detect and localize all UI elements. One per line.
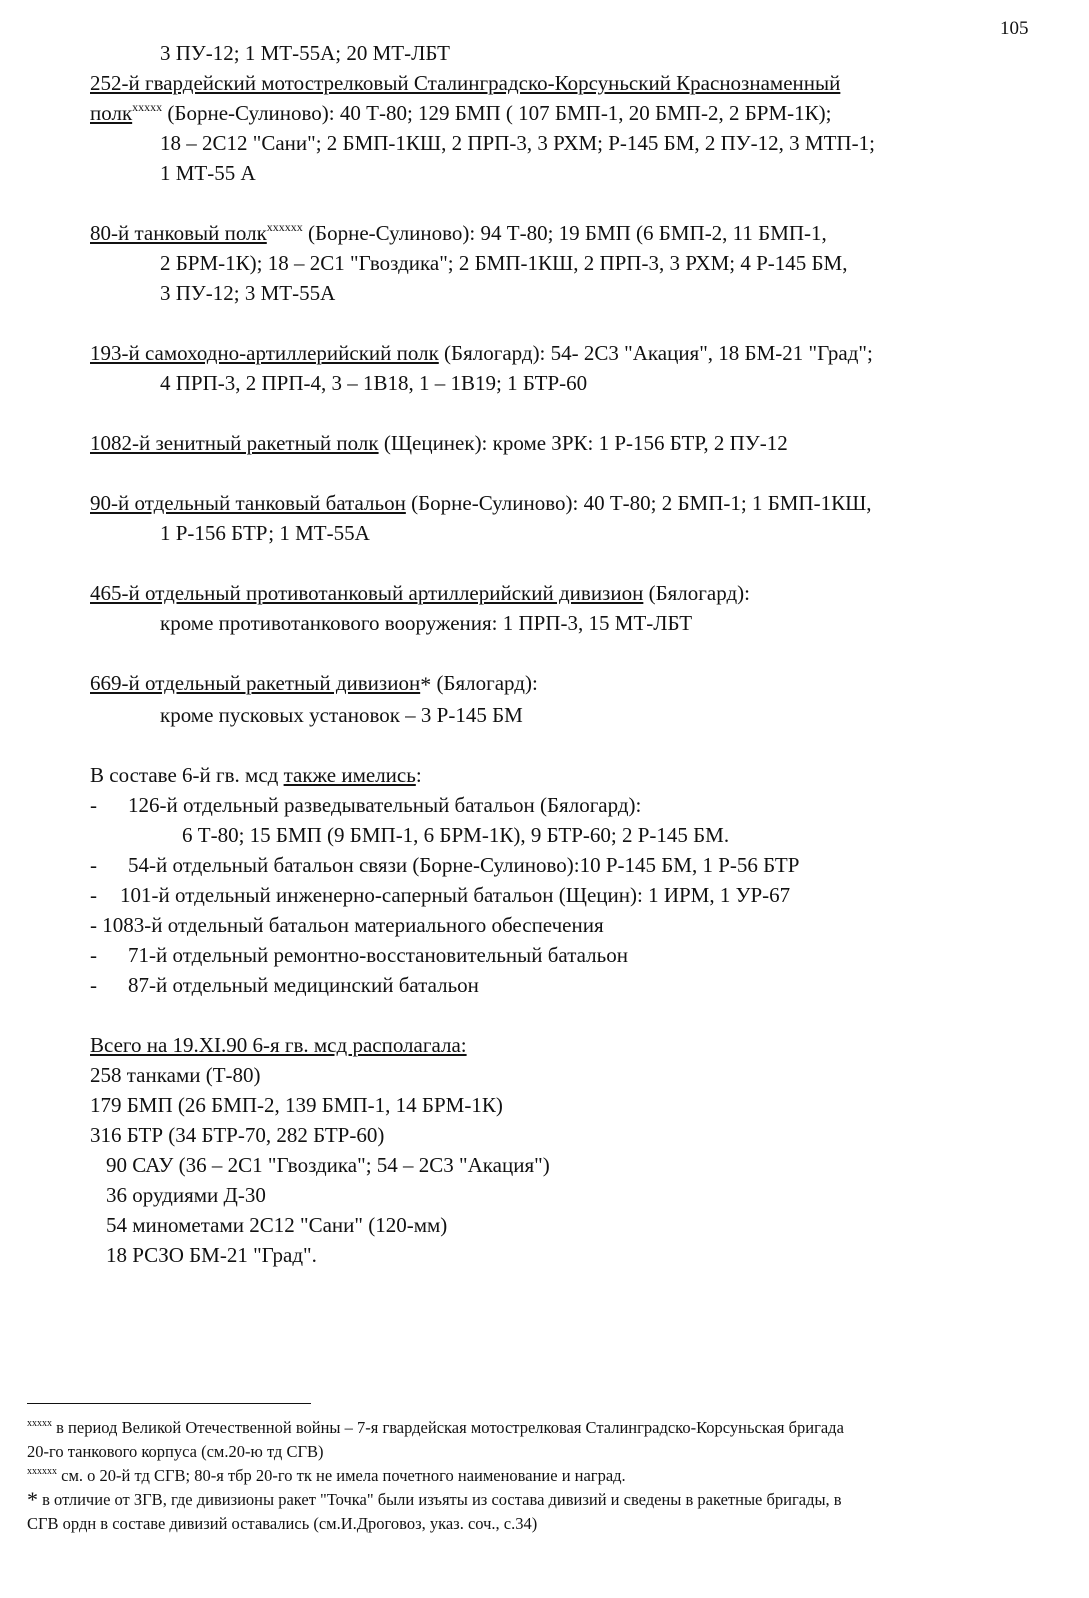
- spacer: [90, 458, 1050, 488]
- unit-entry-193-artillery-regiment: [90, 338, 1050, 398]
- footnote-continuation: СГВ ордн в составе дивизий оставались (см.И.Дроговоз, указ. соч., с.34): [27, 1514, 538, 1533]
- unit-title: 193-й самоходно-артиллерийский полк: [90, 341, 439, 365]
- spacer: [90, 730, 1050, 760]
- unit-details: (Бялогард): 54- 2С3 "Акация", 18 БМ-21 "Град";: [438, 341, 873, 365]
- list-item: [90, 940, 1050, 970]
- section-intro-colon: :: [415, 763, 422, 787]
- unit-title: 252-й гвардейский мотострелковый Сталинградско-Корсуньский Краснознаменный: [90, 71, 841, 95]
- unit-details-line: 1 МТ-55 А: [160, 161, 256, 185]
- footnote-mark: xxxxxx: [27, 1466, 57, 1477]
- dash-marker: -: [90, 973, 97, 997]
- list-item-text: 71-й отдельный ремонтно-восстановительный батальон: [128, 943, 628, 967]
- unit-entry-90-tank-battalion: [90, 488, 1050, 548]
- footnote: [27, 1416, 1067, 1440]
- totals-section: [90, 1030, 1050, 1270]
- totals-line: 258 танками (Т-80): [90, 1063, 261, 1087]
- unit-title: 1082-й зенитный ракетный полк: [90, 431, 379, 455]
- footnote-ref: xxxxxx: [266, 220, 303, 234]
- unit-title: 465-й отдельный противотанковый артиллерийский дивизион: [90, 581, 644, 605]
- page-number: 105: [1000, 18, 1029, 39]
- unit-details-line: 18 – 2С12 "Сани"; 2 БМП-1КШ, 2 ПРП-3, 3 РХМ; Р-145 БМ, 2 ПУ-12, 3 МТП-1;: [160, 131, 875, 155]
- unit-details-line: 4 ПРП-3, 2 ПРП-4, 3 – 1В18, 1 – 1В19; 1 БТР-60: [160, 371, 588, 395]
- spacer: [90, 308, 1050, 338]
- footnotes: [27, 1416, 1067, 1536]
- unit-title-line: [90, 668, 1050, 700]
- unit-title: 90-й отдельный танковый батальон: [90, 491, 406, 515]
- dash-marker: -: [90, 793, 97, 817]
- list-item: [90, 880, 1050, 910]
- list-item: [90, 970, 1050, 1000]
- totals-heading: Всего на 19.XI.90 6-я гв. мсд располагала:: [90, 1033, 467, 1057]
- totals-line: 36 орудиями Д-30: [106, 1183, 266, 1207]
- page-content: [90, 38, 1050, 1270]
- footnote-text: в отличие от ЗГВ, где дивизионы ракет "Точка" были изъяты из состава дивизий и сведены в ракетные бригады, в: [38, 1490, 842, 1509]
- footnote: [27, 1488, 1067, 1512]
- unit-details-line: 2 БРМ-1К); 18 – 2С1 "Гвоздика"; 2 БМП-1КШ, 2 ПРП-3, 3 РХМ; 4 Р-145 БМ,: [160, 251, 848, 275]
- also-included-section: [90, 760, 1050, 1000]
- section-intro-text: В составе 6-й гв. мсд: [90, 763, 284, 787]
- footnote-text: см. о 20-й тд СГВ; 80-я тбр 20-го тк не имела почетного наименование и наград.: [57, 1466, 626, 1485]
- section-intro-underlined: также имелись: [283, 763, 416, 787]
- list-item-continuation: 6 Т-80; 15 БМП (9 БМП-1, 6 БРМ-1К), 9 БТР-60; 2 Р-145 БМ.: [182, 823, 730, 847]
- unit-entry-80-tank-regiment: [90, 218, 1050, 308]
- unit-details: (Борне-Сулиново): 94 Т-80; 19 БМП (6 БМП-2, 11 БМП-1,: [302, 221, 827, 245]
- unit-entry-1082-aa-regiment: [90, 428, 1050, 458]
- totals-line: 316 БТР (34 БТР-70, 282 БТР-60): [90, 1123, 385, 1147]
- unit-details: (Щецинек): кроме ЗРК: 1 Р-156 БТР, 2 ПУ-12: [378, 431, 788, 455]
- spacer: [90, 548, 1050, 578]
- unit-entry-669-missile-battalion: [90, 668, 1050, 730]
- unit-title: 669-й отдельный ракетный дивизион: [90, 671, 421, 695]
- dash-marker: -: [90, 883, 97, 907]
- footnote-continuation: 20-го танкового корпуса (см.20-ю тд СГВ): [27, 1442, 324, 1461]
- spacer: [90, 638, 1050, 668]
- spacer: [90, 1000, 1050, 1030]
- totals-line: 90 САУ (36 – 2С1 "Гвоздика"; 54 – 2С3 "Акация"): [106, 1153, 550, 1177]
- unit-details-line: 3 ПУ-12; 3 МТ-55А: [160, 281, 336, 305]
- unit-title-cont: полк: [90, 101, 133, 125]
- list-item-text: 54-й отдельный батальон связи (Борне-Сулиново):10 Р-145 БМ, 1 Р-56 БТР: [128, 853, 800, 877]
- totals-line: 18 РСЗО БМ-21 "Град".: [106, 1243, 317, 1267]
- unit-entry-465-at-battalion: [90, 578, 1050, 638]
- unit-title-line: [90, 488, 1050, 518]
- list-item: [90, 850, 1050, 880]
- unit-entry-252-regiment: [90, 68, 1050, 188]
- list-item: [90, 910, 1050, 940]
- unit-details: (Борне-Сулиново): 40 Т-80; 2 БМП-1; 1 БМП-1КШ,: [405, 491, 872, 515]
- list-item-text: 101-й отдельный инженерно-саперный батальон (Щецин): 1 ИРМ, 1 УР-67: [120, 883, 791, 907]
- text-line: 3 ПУ-12; 1 МТ-55А; 20 МТ-ЛБТ: [160, 41, 450, 65]
- unit-title-line: [90, 338, 1050, 368]
- spacer: [90, 398, 1050, 428]
- dash-marker: -: [90, 943, 97, 967]
- totals-line: 54 минометами 2С12 "Сани" (120-мм): [106, 1213, 448, 1237]
- footnote-text: в период Великой Отечественной войны – 7-я гвардейская мотострелковая Сталинградско-Корсуньская бригада: [52, 1418, 844, 1437]
- unit-details-line: кроме пусковых установок – 3 Р-145 БМ: [160, 703, 523, 727]
- unit-details: (Бялогард):: [431, 671, 538, 695]
- section-intro: [90, 760, 1050, 790]
- list-item-text: 126-й отдельный разведывательный батальон (Бялогард):: [128, 793, 642, 817]
- unit-title-line: [90, 428, 1050, 458]
- dash-marker: -: [90, 913, 97, 937]
- footnote-divider: [27, 1403, 311, 1404]
- footnote: [27, 1464, 1067, 1488]
- unit-title-line: [90, 218, 1050, 248]
- unit-details: (Борне-Сулиново): 40 Т-80; 129 БМП ( 107 БМП-1, 20 БМП-2, 2 БРМ-1К);: [162, 101, 832, 125]
- footnote-mark: *: [27, 1487, 38, 1512]
- unit-title-line: [90, 98, 1050, 128]
- footnote-ref: *: [420, 672, 432, 697]
- footnote-ref: xxxxx: [132, 100, 163, 114]
- unit-title-line: [90, 578, 1050, 608]
- footnote-mark: xxxxx: [27, 1418, 52, 1429]
- unit-details: (Бялогард):: [643, 581, 750, 605]
- unit-title: 80-й танковый полк: [90, 221, 267, 245]
- list-item-text: 87-й отдельный медицинский батальон: [128, 973, 479, 997]
- unit-details-line: 1 Р-156 БТР; 1 МТ-55А: [160, 521, 370, 545]
- totals-line: 179 БМП (26 БМП-2, 139 БМП-1, 14 БРМ-1К): [90, 1093, 503, 1117]
- list-item: [90, 790, 1050, 820]
- unit-details-line: кроме противотанкового вооружения: 1 ПРП-3, 15 МТ-ЛБТ: [160, 611, 693, 635]
- spacer: [90, 188, 1050, 218]
- dash-marker: -: [90, 853, 97, 877]
- list-item-text: 1083-й отдельный батальон материального обеспечения: [102, 913, 604, 937]
